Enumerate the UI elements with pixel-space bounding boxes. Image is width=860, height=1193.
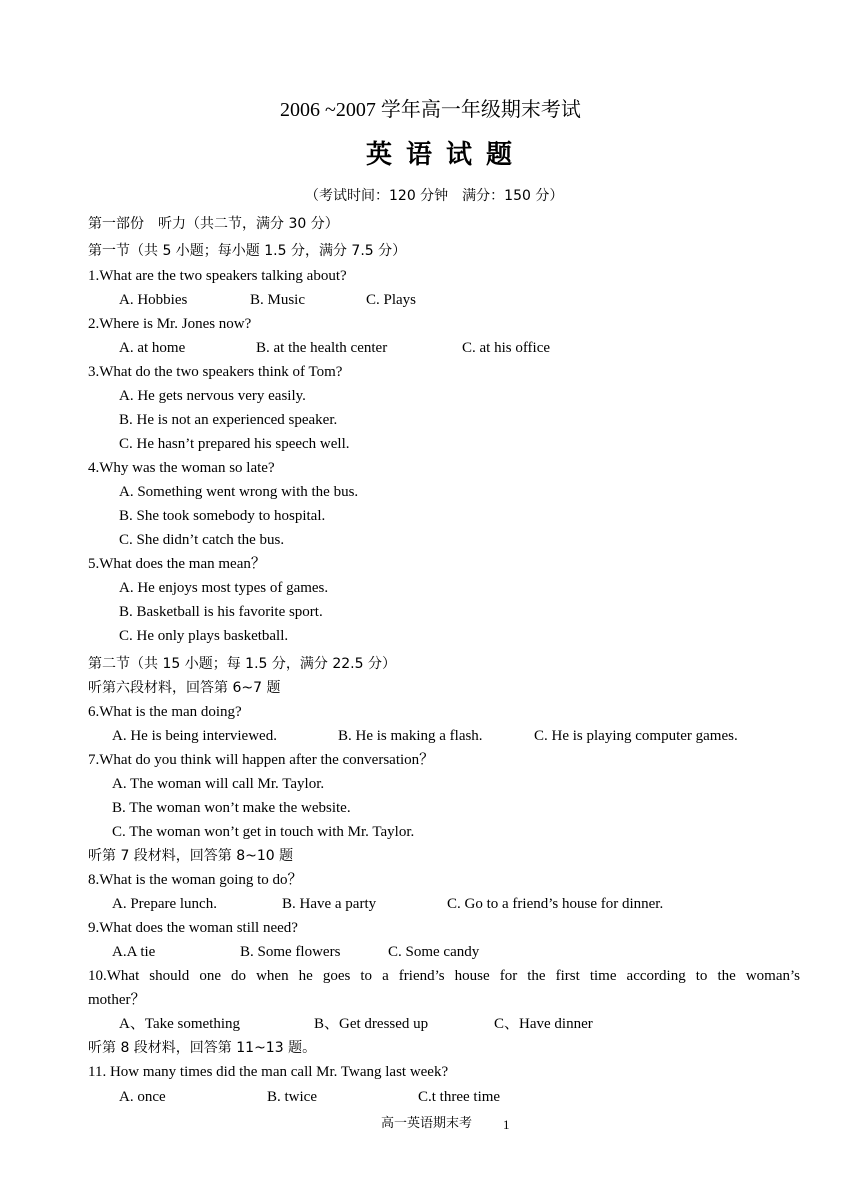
option-5b: B. Basketball is his favorite sport. (119, 604, 323, 620)
option-1c: C. Plays (366, 292, 417, 308)
question-1: 1.What are the two speakers talking about? (88, 268, 347, 284)
question-2: 2.Where is Mr. Jones now? (88, 316, 252, 332)
option-6c: C. He is playing computer games. (534, 728, 738, 744)
option-10a: A、Take something (119, 1016, 241, 1032)
option-2b: B. at the health center (256, 340, 388, 356)
option-5c: C. He only plays basketball. (119, 628, 289, 644)
section1-heading: 第一节（共 5 小题；每小题 1.5 分，满分 7.5 分） (88, 243, 407, 259)
option-8b: B. Have a party (282, 896, 377, 912)
option-8a: A. Prepare lunch. (112, 896, 217, 912)
question-3: 3.What do the two speakers think of Tom? (88, 364, 343, 380)
question-9: 9.What does the woman still need? (88, 920, 298, 936)
option-11a: A. once (119, 1089, 166, 1105)
group-intro-11-13: 听第 8 段材料，回答第 11~13 题。 (88, 1040, 317, 1056)
section2-heading: 第二节（共 15 小题；每 1.5 分，满分 22.5 分） (88, 656, 396, 672)
option-3a: A. He gets nervous very easily. (119, 388, 306, 404)
option-8c: C. Go to a friend’s house for dinner. (447, 896, 664, 912)
question-5: 5.What does the man mean？ (88, 556, 266, 572)
group-intro-8-10: 听第 7 段材料，回答第 8~10 题 (88, 848, 294, 864)
option-11c: C.t three time (418, 1089, 501, 1105)
option-5a: A. He enjoys most types of games. (119, 580, 329, 596)
question-10-line1: 10.What should one do when he goes to a friend’s house for the first time according to the woman’s (88, 968, 800, 984)
option-4b: B. She took somebody to hospital. (119, 508, 326, 524)
option-9a: A.A tie (112, 944, 156, 960)
option-11b: B. twice (267, 1089, 317, 1105)
option-3c: C. He hasn’t prepared his speech well. (119, 436, 350, 452)
question-8: 8.What is the woman going to do？ (88, 872, 303, 888)
option-4a: A. Something went wrong with the bus. (119, 484, 359, 500)
part1-heading: 第一部份 听力（共二节，满分 30 分） (88, 216, 339, 232)
option-6b: B. He is making a flash. (338, 728, 483, 744)
question-11: 11. How many times did the man call Mr. Twang last week? (88, 1064, 449, 1080)
option-7b: B. The woman won’t make the website. (112, 800, 351, 816)
option-7a: A. The woman will call Mr. Taylor. (112, 776, 325, 792)
option-2c: C. at his office (462, 340, 551, 356)
option-3b: B. He is not an experienced speaker. (119, 412, 338, 428)
option-1b: B. Music (250, 292, 306, 308)
footer-label: 高一英语期末考 (381, 1116, 473, 1131)
subject-title: 英语试题 (366, 140, 527, 169)
option-10c: C、Have dinner (494, 1016, 593, 1032)
option-9b: B. Some flowers (240, 944, 341, 960)
option-2a: A. at home (119, 340, 186, 356)
question-10-line2: mother？ (88, 992, 146, 1008)
option-7c: C. The woman won’t get in touch with Mr. Taylor. (112, 824, 415, 840)
question-7: 7.What do you think will happen after the conversation？ (88, 752, 435, 768)
option-9c: C. Some candy (388, 944, 480, 960)
page-number: 1 (503, 1117, 510, 1132)
question-6: 6.What is the man doing? (88, 704, 242, 720)
exam-info: （考试时间：120 分钟 满分：150 分） (305, 188, 564, 204)
option-4c: C. She didn’t catch the bus. (119, 532, 285, 548)
option-6a: A. He is being interviewed. (112, 728, 277, 744)
exam-title: 2006 ~2007 学年高一年级期末考试 (280, 99, 581, 121)
option-10b: B、Get dressed up (314, 1016, 429, 1032)
question-4: 4.Why was the woman so late? (88, 460, 275, 476)
option-1a: A. Hobbies (119, 292, 188, 308)
group-intro-6-7: 听第六段材料，回答第 6~7 题 (88, 680, 281, 696)
